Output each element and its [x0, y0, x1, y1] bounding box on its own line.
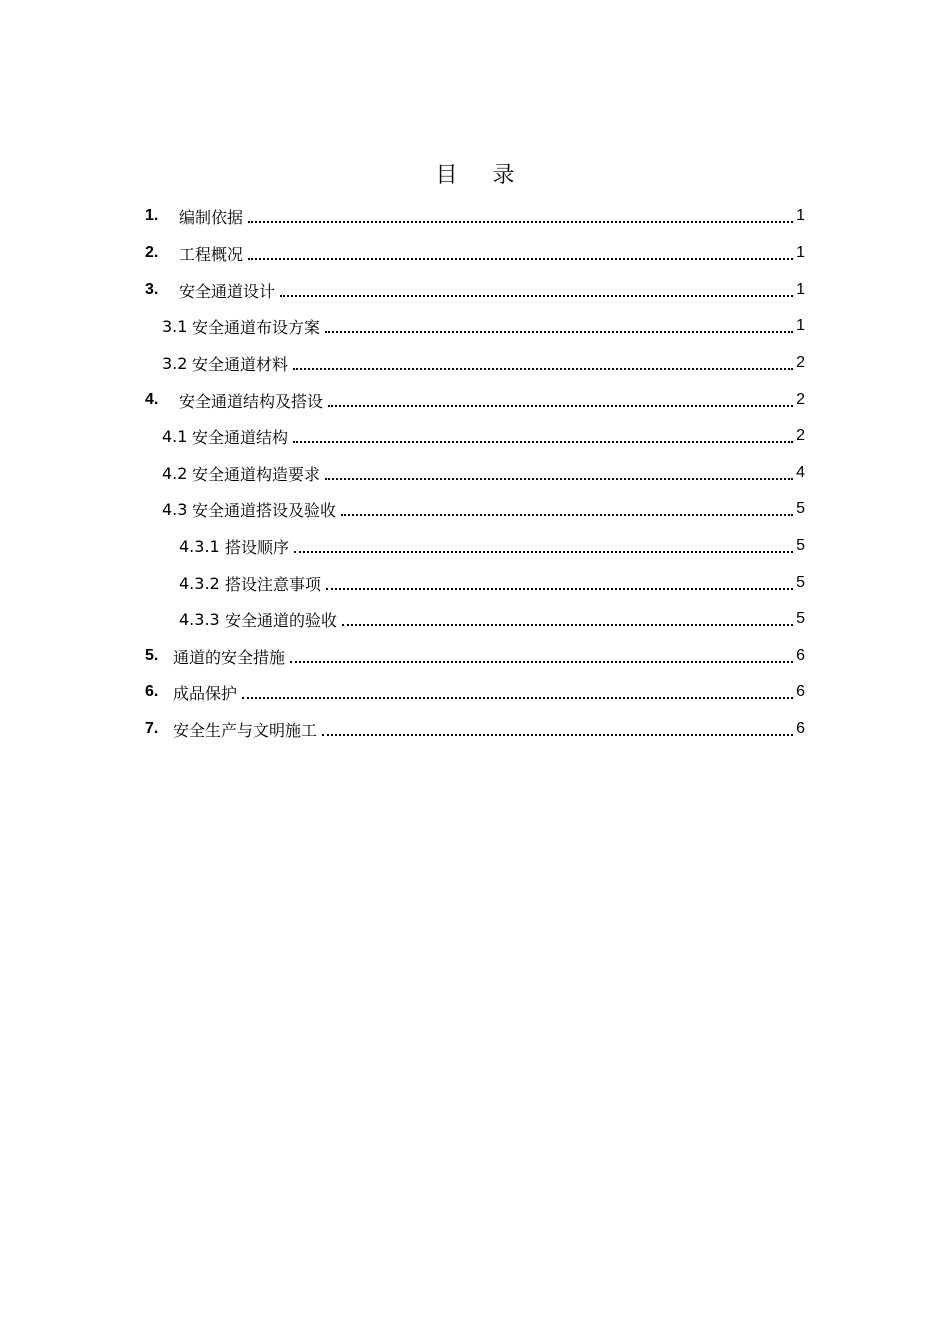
- toc-label: 工程概况: [179, 244, 244, 264]
- toc-entry-4-2[interactable]: [162, 455, 805, 491]
- toc-page-number: 5: [796, 500, 805, 517]
- dot-leader: [248, 258, 793, 260]
- toc-entry-3[interactable]: [145, 272, 805, 308]
- toc-entry-2[interactable]: [145, 235, 805, 271]
- dot-leader: [326, 588, 793, 590]
- toc-number: 1.: [145, 207, 159, 224]
- dot-leader: [293, 368, 793, 370]
- toc-page-number: 6: [796, 683, 805, 700]
- toc-number: 7.: [145, 720, 159, 737]
- toc-label: 编制依据: [179, 207, 244, 227]
- toc-entry-4-3-3[interactable]: [179, 601, 805, 637]
- dot-leader: [248, 221, 793, 223]
- toc-page-number: 6: [796, 647, 805, 664]
- toc-label: 搭设注意事项: [225, 574, 322, 594]
- toc-page-number: 2: [796, 427, 805, 444]
- toc-label: 搭设顺序: [225, 537, 290, 557]
- toc-page-number: 1: [796, 281, 805, 298]
- toc-number: 4.3: [162, 499, 188, 519]
- dot-leader: [293, 441, 793, 443]
- toc-number: 4.2: [162, 463, 188, 483]
- toc-label: 安全通道结构: [192, 427, 289, 447]
- toc-page-number: 5: [796, 610, 805, 627]
- toc-entry-3-1[interactable]: [162, 308, 805, 344]
- toc-entry-4-3-2[interactable]: [179, 565, 805, 601]
- toc-page-number: 2: [796, 391, 805, 408]
- dot-leader: [325, 331, 793, 333]
- toc-label: 安全通道结构及搭设: [179, 391, 324, 411]
- toc-label: 安全通道搭设及验收: [192, 500, 337, 520]
- toc-label: 成品保护: [173, 683, 238, 703]
- toc-entry-6[interactable]: [145, 674, 805, 710]
- dot-leader: [280, 295, 793, 297]
- toc-label: 安全通道布设方案: [192, 317, 321, 337]
- dot-leader: [290, 661, 793, 663]
- toc-number: 4.3.2: [179, 573, 220, 593]
- toc-entry-4-3-1[interactable]: [179, 528, 805, 564]
- dot-leader: [341, 514, 793, 516]
- toc-entry-1[interactable]: [145, 198, 805, 234]
- dot-leader: [294, 551, 793, 553]
- toc-number: 4.3.1: [179, 536, 220, 556]
- toc-page-number: 1: [796, 207, 805, 224]
- toc-number: 2.: [145, 244, 159, 261]
- toc-number: 3.1: [162, 316, 188, 336]
- toc-entry-4-1[interactable]: [162, 418, 805, 454]
- dot-leader: [242, 697, 793, 699]
- toc-page-number: 6: [796, 720, 805, 737]
- toc-label: 安全通道设计: [179, 281, 276, 301]
- toc-entry-4[interactable]: [145, 382, 805, 418]
- toc-entry-7[interactable]: [145, 711, 805, 747]
- dot-leader: [322, 734, 793, 736]
- toc-page-number: 1: [796, 317, 805, 334]
- dot-leader: [328, 405, 793, 407]
- toc-label: 安全生产与文明施工: [173, 720, 318, 740]
- toc-entry-3-2[interactable]: [162, 345, 805, 381]
- toc-number: 4.1: [162, 426, 188, 446]
- toc-label: 安全通道材料: [192, 354, 289, 374]
- toc-label: 安全通道的验收: [225, 610, 338, 630]
- toc-page-number: 1: [796, 244, 805, 261]
- toc-number: 4.: [145, 391, 159, 408]
- toc-number: 5.: [145, 647, 159, 664]
- dot-leader: [342, 624, 793, 626]
- page-title: 目 录: [435, 163, 529, 188]
- toc-number: 4.3.3: [179, 609, 220, 629]
- toc-number: 6.: [145, 683, 159, 700]
- toc-page-number: 5: [796, 574, 805, 591]
- toc-label: 安全通道构造要求: [192, 464, 321, 484]
- toc-label: 通道的安全措施: [173, 647, 286, 667]
- toc-page-number: 2: [796, 354, 805, 371]
- toc-number: 3.: [145, 281, 159, 298]
- toc-page-number: 5: [796, 537, 805, 554]
- toc-entry-4-3[interactable]: [162, 491, 805, 527]
- dot-leader: [325, 478, 793, 480]
- toc-number: 3.2: [162, 353, 188, 373]
- toc-entry-5[interactable]: [145, 638, 805, 674]
- toc-page-number: 4: [796, 464, 805, 481]
